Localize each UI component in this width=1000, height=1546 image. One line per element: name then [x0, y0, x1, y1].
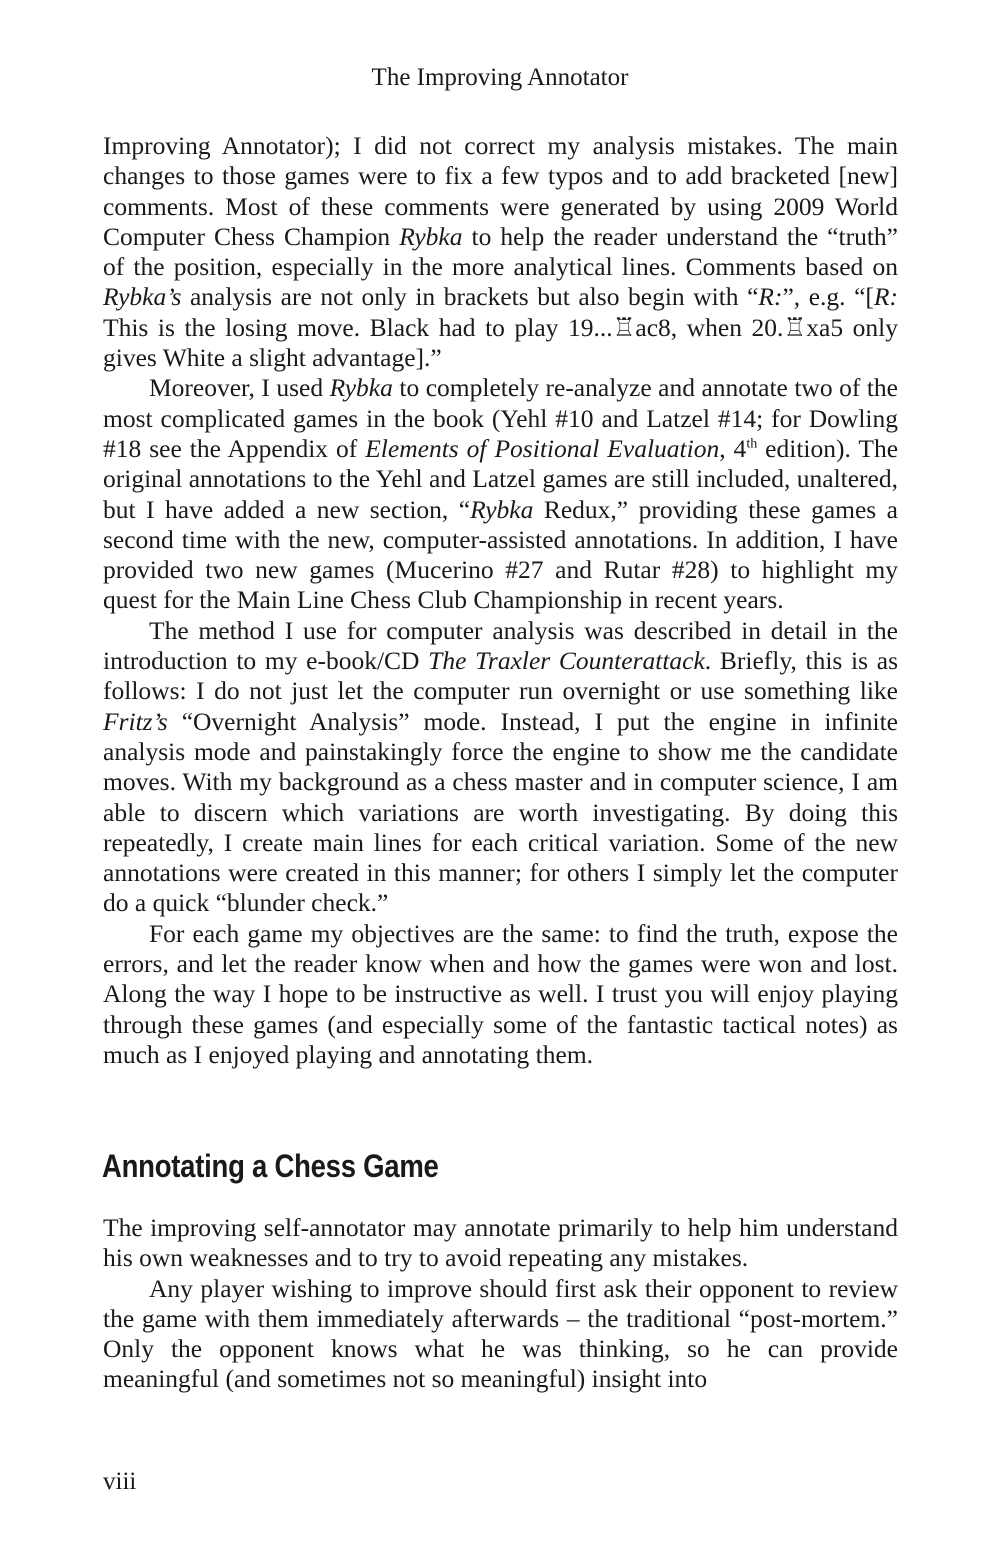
paragraph-6: Any player wishing to improve should first ask their opponent to review the game with them immediately afterwards – the traditional “post-mortem.” Only the opponent knows what he was thinking, so he can provide meaningful (and sometimes not so meaningful) insight into — [103, 1273, 898, 1394]
body-text — [103, 131, 898, 1070]
paragraph-2: Moreover, I used Rybka to completely re-analyze and annotate two of the most complicated games in the book (Yehl #10 and Latzel #14; for Dowling #18 see the Appendix of Elements of Positional Evaluation, 4th edition). The original annotations to the Yehl and Latzel games are still included, unaltered, but I have added a new section, “Rybka Redux,” providing these games a second time with the new, computer-assisted annotations. In addition, I have provided two new games (Mucerino #27 and Rutar #28) to highlight my quest for the Main Line Chess Club Championship in recent years. — [103, 373, 899, 615]
running-header: The Improving Annotator — [371, 64, 629, 91]
paragraph-3: The method I use for computer analysis was described in detail in the introduction to my e-book/CD The Traxler Counterattack. Briefly, this is as follows: I do not just let the computer run overnight or use something like Fritz’s “Overnight Analysis” mode. Instead, I put the engine in infinite analysis mode and painstakingly force the engine to show me the candidate moves. With my background as a chess master and in computer science, I am able to discern which variations are worth investigating. By doing this repeatedly, I create main lines for each critical variation. Some of the new annotations were created in this manner; for others I simply let the computer do a quick “blunder check.” — [103, 615, 898, 918]
paragraph-1: Improving Annotator); I did not correct my analysis mistakes. The main changes to those games were to fix a few typos and to add bracketed [new] comments. Most of these comments were generated by using 2009 World Computer Chess Champion Rybka to help the reader understand the “truth” of the position, especially in the more analytical lines. Comments based on Rybka’s analysis are not only in brackets but also begin with “R:”, e.g. “[R: This is the losing move. Black had to play 19...♖ac8, when 20.♖xa5 only gives White a slight advantage].” — [103, 131, 898, 373]
section-body-text — [103, 1213, 898, 1395]
section-heading: Annotating a Chess Game — [102, 1148, 439, 1184]
page-number: viii — [103, 1468, 137, 1495]
paragraph-4: For each game my objectives are the same: to find the truth, expose the errors, and let the reader know when and how the games were won and lost. Along the way I hope to be instructive as well. I trust you will enjoy playing through these games (and especially some of the fantastic tactical notes) as much as I enjoyed playing and annotating them. — [103, 918, 898, 1069]
paragraph-5: The improving self-annotator may annotate primarily to help him understand his own weaknesses and to try to avoid repeating any mistakes. — [103, 1213, 898, 1273]
